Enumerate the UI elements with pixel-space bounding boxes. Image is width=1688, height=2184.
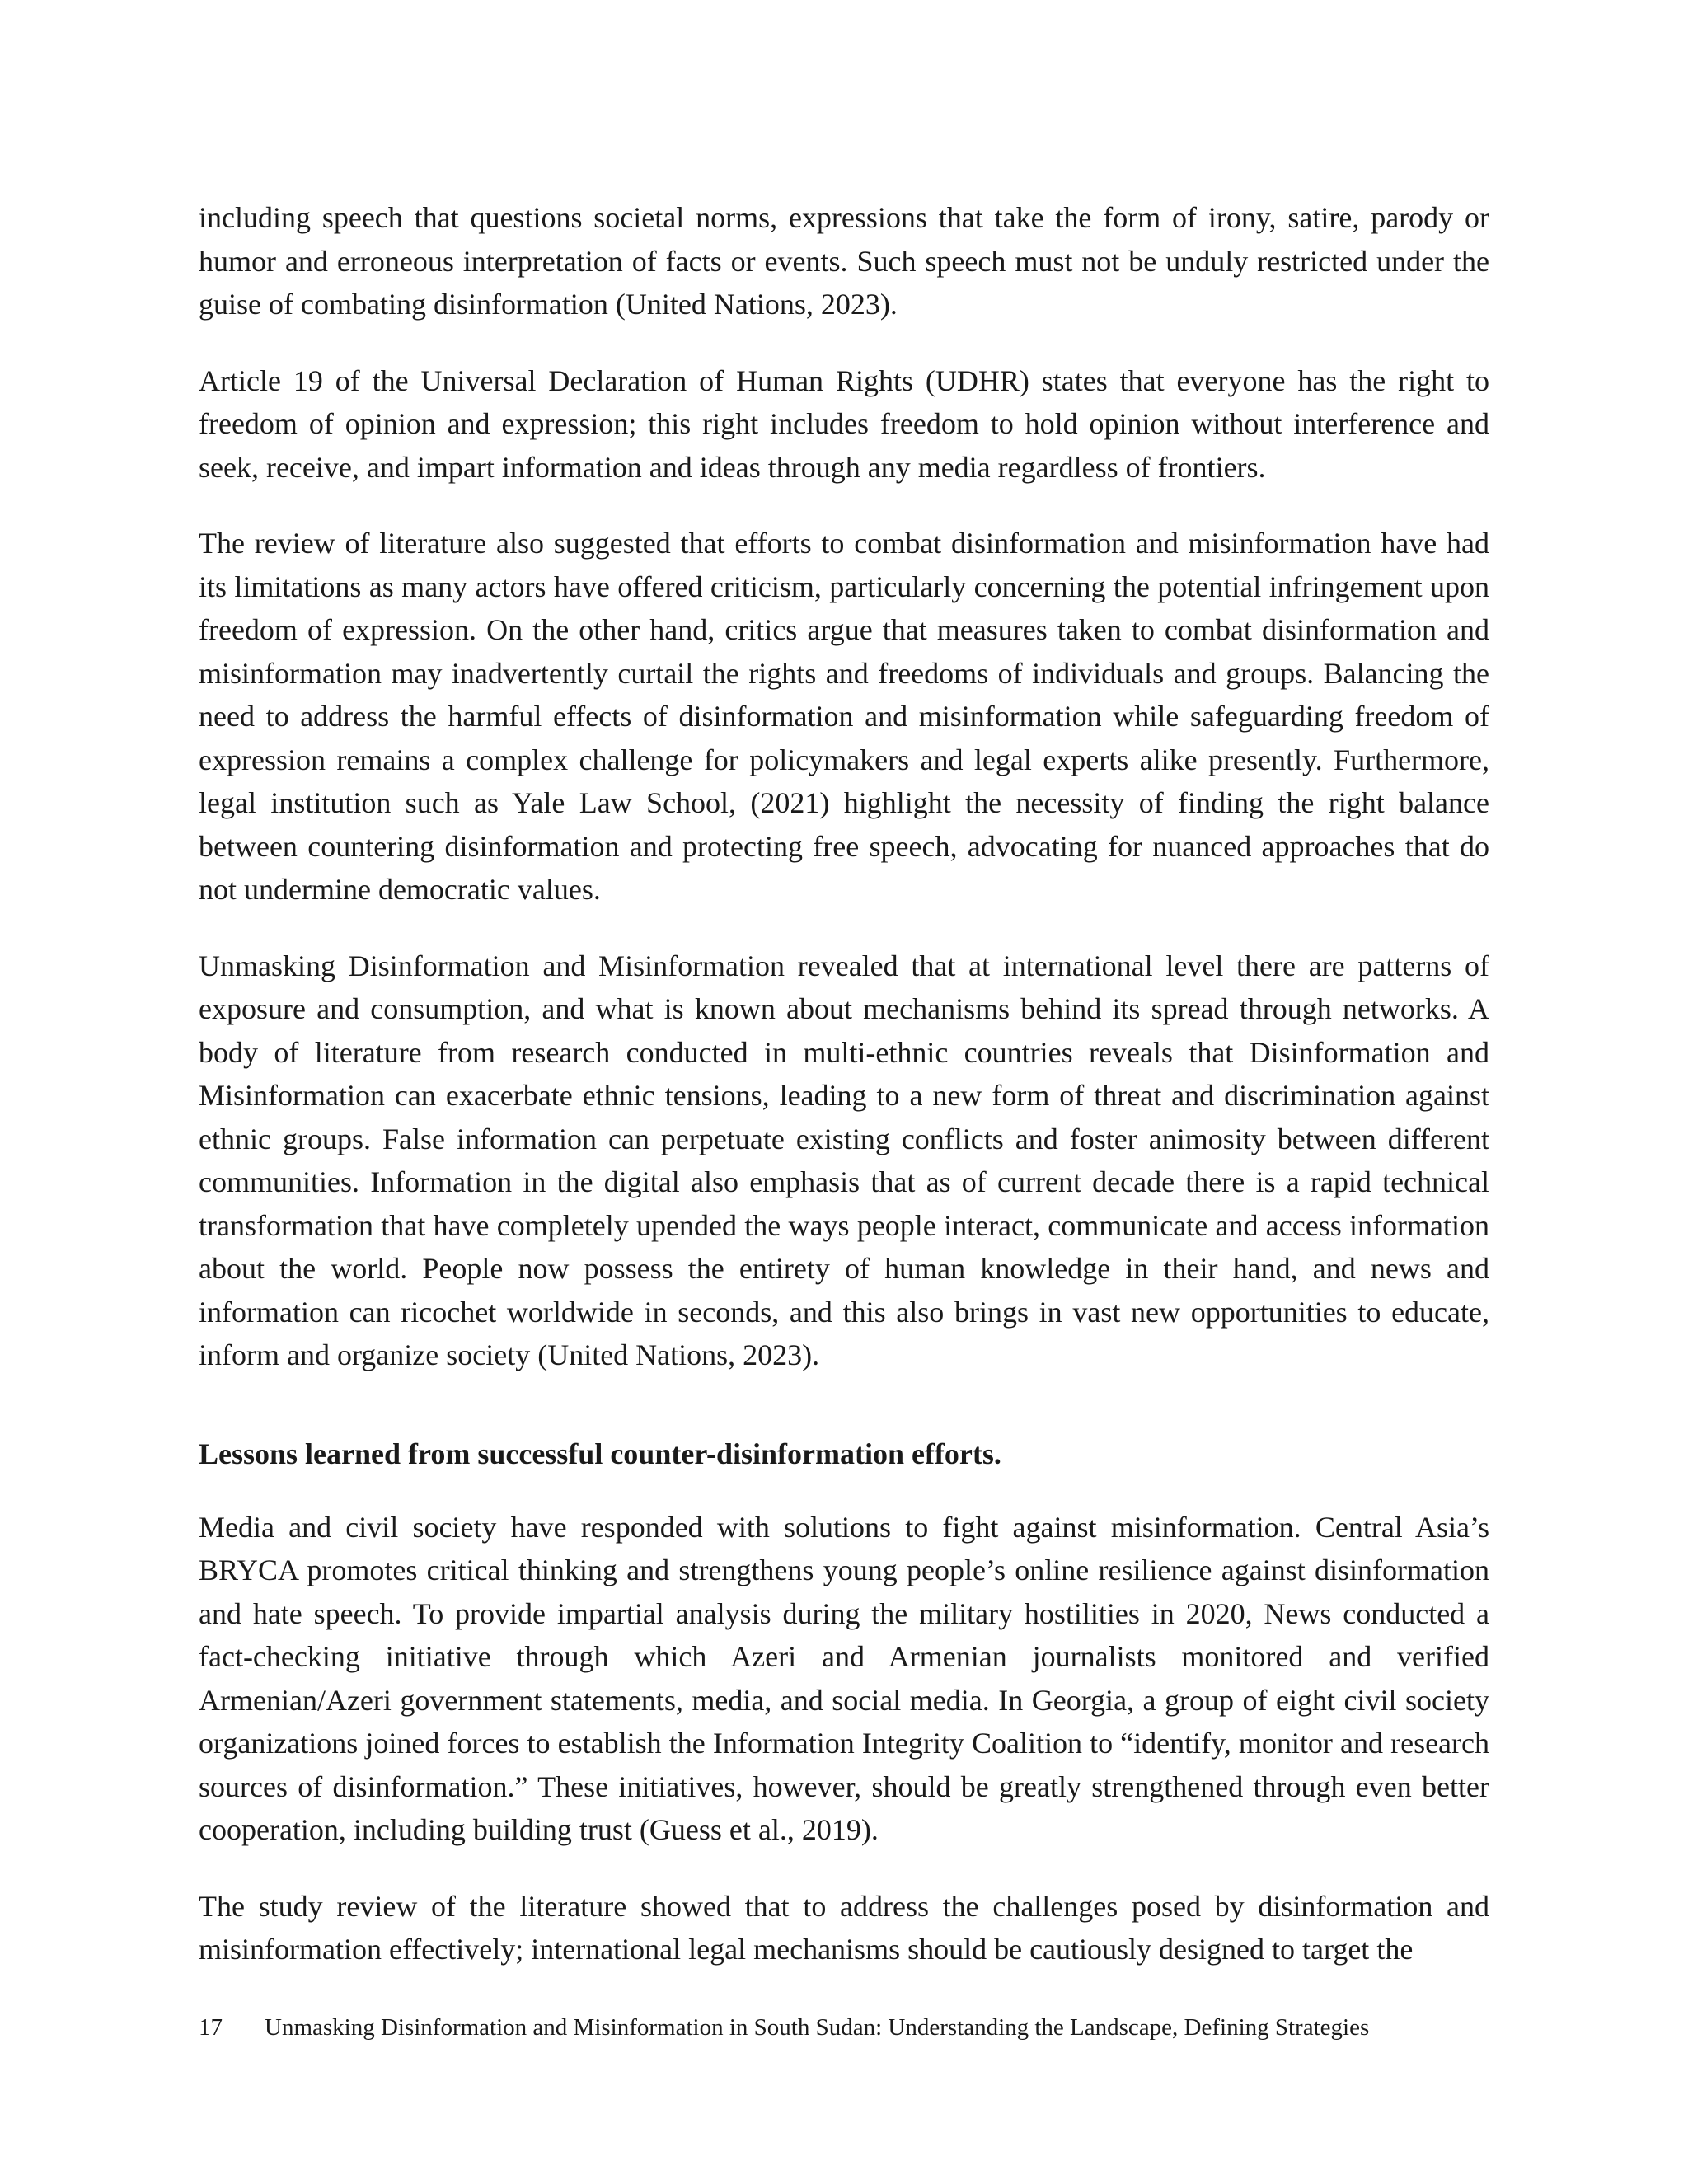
page-footer [199,2011,1489,2044]
body-text [199,196,1489,2004]
running-title: Unmasking Disinformation and Misinformation in South Sudan: Understanding the Landscape, Defining Strategies [265,2014,1370,2041]
page-number: 17 [199,2014,223,2041]
paragraph: Unmasking Disinformation and Misinformation revealed that at international level there are patterns of exposure and consumption, and what is known about mechanisms behind its spread through networks. A body of literature from research conducted in multi-ethnic countries reveals that Disinformation and Misinformation can exacerbate ethnic tensions, leading to a new form of threat and discrimination against ethnic groups. False information can perpetuate existing conflicts and foster animosity between different communities. Information in the digital also emphasis that as of current decade there is a rapid technical transformation that have completely upended the ways people interact, communicate and access information about the world. People now possess the entirety of human knowledge in their hand, and news and information can ricochet worldwide in seconds, and this also brings in vast new opportunities to educate, inform and organize society (United Nations, 2023). [199,949,1489,1371]
section-heading: Lessons learned from successful counter-disinformation efforts. [199,1436,1001,1470]
paragraph: The review of literature also suggested that efforts to combat disinformation and misinformation have had its limitations as many actors have offered criticism, particularly concerning the potential infringement upon freedom of expression. On the other hand, critics argue that measures taken to combat disinformation and misinformation may inadvertently curtail the rights and freedoms of individuals and groups. Balancing the need to address the harmful effects of disinformation and misinformation while safeguarding freedom of expression remains a complex challenge for policymakers and legal experts alike presently. Furthermore, legal institution such as Yale Law School, (2021) highlight the necessity of finding the right balance between countering disinformation and protecting free speech, advocating for nuanced approaches that do not undermine democratic values. [199,527,1489,906]
paragraph: including speech that questions societal norms, expressions that take the form of irony, satire, parody or humor and erroneous interpretation of facts or events. Such speech must not be unduly restricted under the guise of combating disinformation (United Nations, 2023). [199,201,1489,321]
paragraph: Article 19 of the Universal Declaration of Human Rights (UDHR) states that everyone has the right to freedom of opinion and expression; this right includes freedom to hold opinion without interference and seek, receive, and impart information and ideas through any media regardless of frontiers. [199,363,1489,484]
paragraph: Media and civil society have responded with solutions to fight against misinformation. Central Asia’s BRYCA promotes critical thinking and strengthens young people’s online resilience against disinformation and hate speech. To provide impartial analysis during the military hostilities in 2020, News conducted a fact-checking initiative through which Azeri and Armenian journalists monitored and verified Armenian/Azeri government statements, media, and social media. In Georgia, a group of eight civil society organizations joined forces to establish the Information Integrity Coalition to “identify, monitor and research sources of disinformation.” These initiatives, however, should be greatly strengthened through even better cooperation, including building trust (Guess et al., 2019). [199,1510,1489,1846]
paragraph: The study review of the literature showed that to address the challenges posed by disinformation and misinformation effectively; international legal mechanisms should be cautiously designed to target the [199,1889,1489,1966]
